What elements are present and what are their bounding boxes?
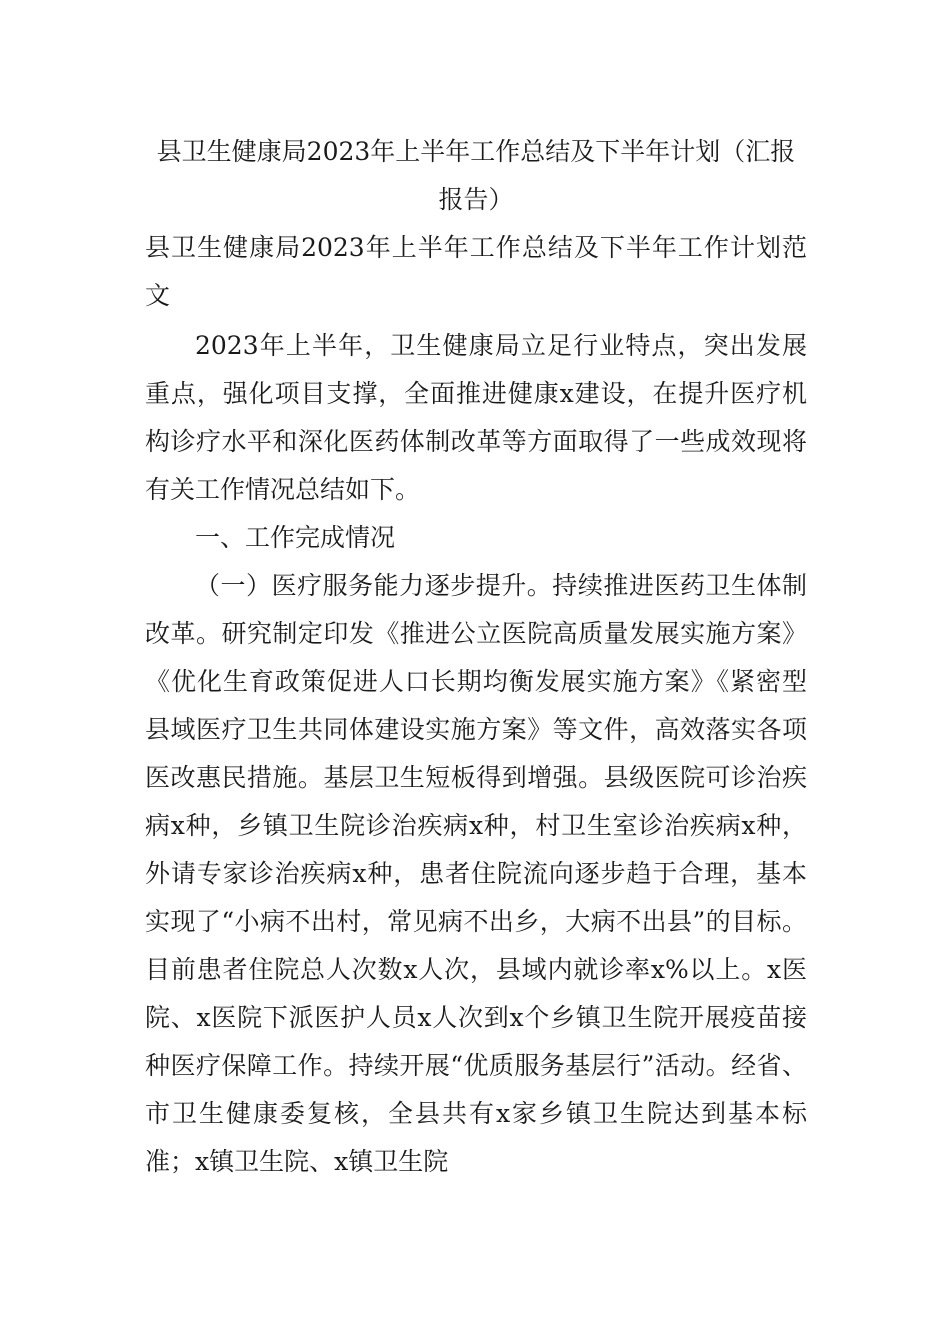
document-body — [145, 128, 807, 1186]
document-title: 县卫生健康局2023年上半年工作总结及下半年计划（汇报报告） — [156, 137, 796, 214]
section-paragraph: （一）医疗服务能力逐步提升。持续推进医药卫生体制改革。研究制定印发《推进公立医院高质量发展实施方案》《优化生育政策促进人口长期均衡发展实施方案》《紧密型县域医疗卫生共同体建设实施方案》等文件，高效落实各项医改惠民措施。基层卫生短板得到增强。县级医院可诊治疾病x种，乡镇卫生院诊治疾病x种，村卫生室诊治疾病x种，外请专家诊治疾病x种，患者住院流向逐步趋于合理，基本实现了“小病不出村，常见病不出乡，大病不出县”的目标。目前患者住院总人次数x人次，县域内就诊率x%以上。x医院、x医院下派医护人员x人次到x个乡镇卫生院开展疫苗接种医疗保障工作。持续开展“优质服务基层行”活动。经省、市卫生健康委复核，全县共有x家乡镇卫生院达到基本标准；x镇卫生院、x镇卫生院 — [145, 571, 807, 1176]
intro-paragraph: 2023年上半年，卫生健康局立足行业特点，突出发展重点，强化项目支撑，全面推进健康x建设，在提升医疗机构诊疗水平和深化医药体制改革等方面取得了一些成效现将有关工作情况总结如下。 — [145, 331, 807, 504]
section-heading: 一、工作完成情况 — [195, 523, 396, 552]
document-subtitle: 县卫生健康局2023年上半年工作总结及下半年工作计划范文 — [145, 233, 807, 310]
